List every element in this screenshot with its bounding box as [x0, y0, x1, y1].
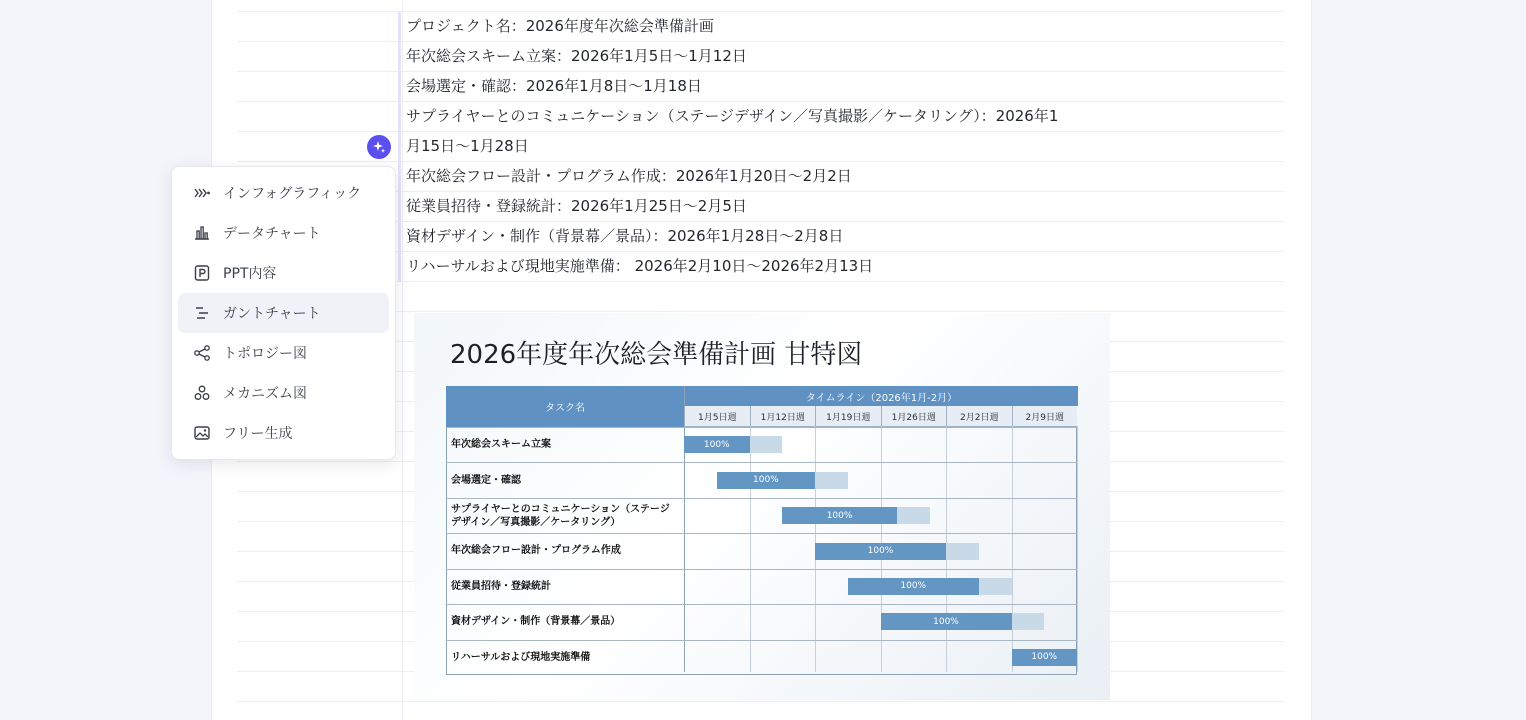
- topology-icon: [193, 344, 211, 362]
- sparkle-icon: [372, 140, 386, 154]
- task-bar: 100%: [848, 578, 979, 595]
- document-line: 従業員招待・登録統計：2026年1月25日〜2月5日: [406, 197, 747, 215]
- task-name: 年次総会スキーム立案: [451, 439, 551, 451]
- task-bar-remaining: [897, 507, 930, 524]
- task-name: 資材デザイン・制作（背景幕／景品）: [451, 616, 621, 628]
- task-name: 会場選定・確認: [451, 474, 521, 486]
- insert-chart-menu: [171, 166, 396, 460]
- week-header: 1月5日週: [684, 406, 750, 427]
- task-bar-remaining: [946, 543, 979, 560]
- document-line: 資材デザイン・制作（背景幕／景品）：2026年1月28日〜2月8日: [406, 227, 844, 245]
- menu-item-ppt[interactable]: [178, 253, 389, 293]
- week-header: 2月9日週: [1012, 406, 1078, 427]
- menu-item-label: インフォグラフィック: [223, 186, 362, 202]
- sheet-gridline: [237, 41, 1284, 42]
- week-header: 1月19日週: [815, 406, 881, 427]
- menu-item-mechanism[interactable]: [178, 373, 389, 413]
- gantt-icon: [193, 304, 211, 322]
- timeline-header: タイムライン（2026年1月-2月）: [684, 386, 1078, 406]
- sheet-gridline: [237, 131, 1284, 132]
- document-line: リハーサルおよび現地実施準備： 2026年2月10日〜2026年2月13日: [406, 257, 874, 275]
- menu-item-topology[interactable]: [178, 333, 389, 373]
- document-line: 年次総会スキーム立案：2026年1月5日〜1月12日: [406, 47, 747, 65]
- task-bar: 100%: [881, 613, 1012, 630]
- row-header-divider: [402, 0, 403, 720]
- task-header: タスク名: [446, 386, 684, 427]
- task-name: サプライヤーとのコミュニケーション（ステージデザイン／写真撮影／ケータリング）: [451, 503, 670, 528]
- task-name: 従業員招待・登録統計: [451, 580, 551, 592]
- task-bar: 100%: [684, 436, 750, 453]
- menu-item-label: フリー生成: [223, 426, 293, 442]
- chart-title: 2026年度年次総会準備計画 甘特図: [450, 340, 863, 370]
- week-gridline: [1077, 426, 1078, 672]
- document-line: 年次総会フロー設計・プログラム作成：2026年1月20日〜2月2日: [406, 167, 852, 185]
- task-bar: 100%: [782, 507, 897, 524]
- sheet-gridline: [237, 11, 1284, 12]
- menu-item-infographic[interactable]: [178, 173, 389, 213]
- ppt-icon: [193, 264, 211, 282]
- document-line: 会場選定・確認：2026年1月8日〜1月18日: [406, 77, 702, 95]
- menu-item-label: メカニズム図: [223, 386, 307, 402]
- gantt-table: [446, 386, 1077, 675]
- menu-item-label: PPT内容: [223, 266, 277, 282]
- week-header: 1月12日週: [750, 406, 816, 427]
- document-line: サプライヤーとのコミュニケーション（ステージデザイン／写真撮影／ケータリング）：2026年1: [406, 107, 1059, 125]
- week-header: 1月26日週: [881, 406, 947, 427]
- task-bar-remaining: [750, 436, 783, 453]
- ai-assist-button[interactable]: [367, 135, 391, 159]
- menu-item-gantt[interactable]: [178, 293, 389, 333]
- task-bar: 100%: [717, 472, 815, 489]
- menu-item-bar-chart[interactable]: [178, 213, 389, 253]
- task-bar-remaining: [815, 472, 848, 489]
- task-bar: 100%: [1012, 649, 1078, 666]
- infographic-icon: [193, 184, 211, 202]
- task-bar-remaining: [979, 578, 1012, 595]
- task-name: リハーサルおよび現地実施準備: [451, 651, 591, 663]
- sheet-gridline: [237, 71, 1284, 72]
- menu-item-label: ガントチャート: [223, 306, 321, 322]
- task-name: 年次総会フロー設計・プログラム作成: [451, 545, 621, 557]
- selection-indicator: [398, 12, 401, 282]
- bar-chart-icon: [193, 224, 211, 242]
- document-line: プロジェクト名：2026年度年次総会準備計画: [406, 17, 714, 35]
- menu-item-label: トポロジー図: [223, 346, 307, 362]
- week-header: 2月2日週: [946, 406, 1012, 427]
- image-icon: [193, 424, 211, 442]
- task-bar: 100%: [815, 543, 946, 560]
- mechanism-icon: [193, 384, 211, 402]
- sheet-gridline: [237, 701, 1284, 702]
- task-bar-remaining: [1012, 613, 1045, 630]
- menu-item-label: データチャート: [223, 226, 321, 242]
- menu-item-image[interactable]: [178, 413, 389, 453]
- document-line: 月15日〜1月28日: [406, 137, 529, 155]
